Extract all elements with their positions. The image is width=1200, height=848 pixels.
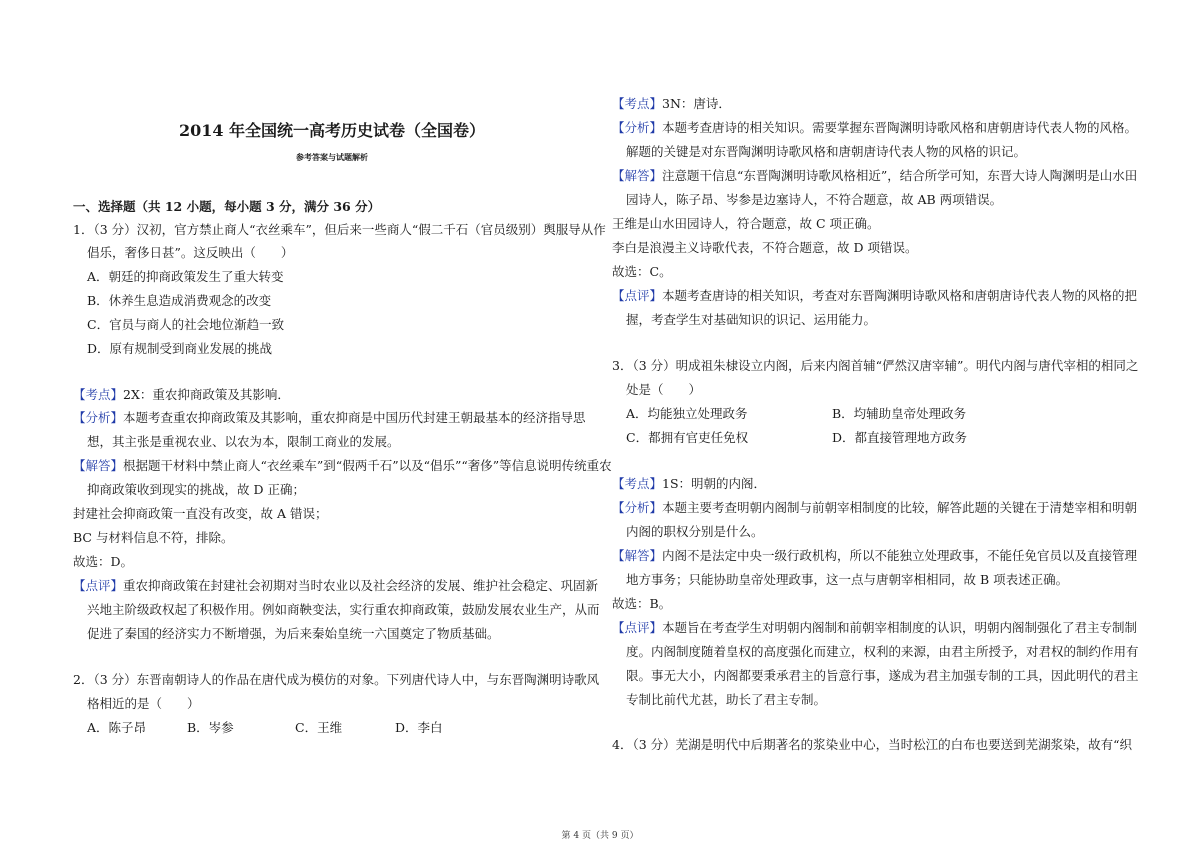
- dianping-tag: 【点评】: [612, 620, 663, 635]
- q3-answer: 故选：B。: [612, 596, 672, 611]
- q3-jieda: [612, 548, 1137, 564]
- q1-extra-line1: 封建社会抑商政策一直没有改变，故 A 错误；: [73, 506, 328, 521]
- q2-fenxi-line2: 解题的关键是对东晋陶渊明诗歌风格和唐朝唐诗代表人物的风格的识记。: [626, 144, 1027, 159]
- kaodian-tag: 【考点】: [612, 476, 663, 491]
- q1-option-a: A．朝廷的抑商政策发生了重大转变: [87, 269, 284, 284]
- q1-option-b: B．休养生息造成消费观念的改变: [87, 293, 272, 308]
- q3-fenxi-line2: 内阁的职权分别是什么。: [626, 524, 764, 539]
- jieda-tag: 【解答】: [612, 548, 663, 563]
- q2-jieda-line2: 园诗人，陈子昂、岑参是边塞诗人，不符合题意，故 AB 两项错误。: [626, 192, 1003, 207]
- q3-option-d: D．都直接管理地方政务: [832, 430, 968, 445]
- q3-stem-line2: 处是（ ）: [626, 382, 702, 397]
- q1-stem-line2: 倡乐，奢侈日甚”。这反映出（ ）: [87, 245, 294, 260]
- q2-option-c: C．王维: [295, 720, 343, 735]
- page-title: 2014 年全国统一高考历史试卷（全国卷）: [178, 121, 486, 140]
- q2-extra-line2: 李白是浪漫主义诗歌代表，不符合题意，故 D 项错误。: [612, 240, 918, 255]
- q3-dianping-line4: 专制比前代尤甚，助长了君主专制。: [626, 692, 827, 707]
- q3-dianping: [612, 620, 1137, 636]
- q2-option-a: A．陈子昂: [87, 720, 147, 735]
- fenxi-tag: 【分析】: [612, 500, 663, 515]
- q3-option-a: A．均能独立处理政务: [626, 406, 748, 421]
- fenxi-tag: 【分析】: [73, 410, 124, 425]
- q2-option-b: B．岑参: [187, 720, 234, 735]
- q3-dianping-line3: 限。事无大小，内阁都要秉承君主的旨意行事，遂成为君主加强专制的工具，因此明代的君主: [626, 668, 1139, 683]
- q1-jieda-line2: 抑商政策收到现实的挑战，故 D 正确；: [87, 482, 305, 497]
- q1-dianping-line1: 重农抑商政策在封建社会初期对当时农业以及社会经济的发展、维护社会稳定、巩固新: [123, 578, 599, 593]
- q1-jieda: [73, 458, 612, 474]
- fenxi-tag: 【分析】: [612, 120, 663, 135]
- q3-fenxi: [612, 500, 1137, 516]
- q2-jieda-line1: 注意题干信息“东晋陶渊明诗歌风格相近”，结合所学可知，东晋大诗人陶渊明是山水田: [662, 168, 1138, 183]
- q1-extra-line2: BC 与材料信息不符，排除。: [73, 530, 234, 545]
- q1-fenxi-line1: 本题考查重农抑商政策及其影响，重农抑商是中国历代封建王朝最基本的经济指导思: [123, 410, 586, 425]
- q3-stem-line1: 3．（3 分）明成祖朱棣设立内阁，后来内阁首辅“俨然汉唐宰辅”。明代内阁与唐代宰相的相同之: [612, 358, 1139, 373]
- q3-kaodian-text: 1S：明朝的内阁．: [662, 476, 767, 491]
- q4-stem-line1: 4．（3 分）芜湖是明代中后期著名的浆染业中心，当时松江的白布也要送到芜湖浆染，故有“织: [612, 737, 1133, 752]
- q2-extra-line1: 王维是山水田园诗人，符合题意，故 C 项正确。: [612, 216, 880, 231]
- jieda-tag: 【解答】: [73, 458, 124, 473]
- q2-dianping-line1: 本题考查唐诗的相关知识，考查对东晋陶渊明诗歌风格和唐朝唐诗代表人物的风格的把: [662, 288, 1138, 303]
- q1-dianping-line3: 促进了秦国的经济实力不断增强，为后来秦始皇统一六国奠定了物质基础。: [87, 626, 500, 641]
- dianping-tag: 【点评】: [612, 288, 663, 303]
- page-footer: 第 4 页（共 9 页）: [561, 831, 639, 841]
- q2-dianping-line2: 握，考查学生对基础知识的识记、运用能力。: [626, 312, 877, 327]
- q1-answer: 故选：D。: [73, 554, 134, 569]
- q2-dianping: [612, 288, 1137, 304]
- q1-dianping-line2: 兴地主阶级政权起了积极作用。例如商鞅变法，实行重农抑商政策，鼓励发展农业生产，从而: [87, 602, 600, 617]
- q2-fenxi: [612, 120, 1137, 136]
- q3-kaodian: [612, 476, 766, 492]
- q3-fenxi-line1: 本题主要考查明朝内阁制与前朝宰相制度的比较，解答此题的关键在于清楚宰相和明朝: [662, 500, 1138, 515]
- dianping-tag: 【点评】: [73, 578, 124, 593]
- q2-kaodian: [612, 96, 731, 112]
- q2-answer: 故选：C。: [612, 264, 672, 279]
- q3-jieda-line2: 地方事务；只能协助皇帝处理政事，这一点与唐朝宰相相同，故 B 项表述正确。: [626, 572, 1069, 587]
- q2-jieda: [612, 168, 1137, 184]
- q1-kaodian-text: 2X：重农抑商政策及其影响．: [123, 387, 290, 402]
- q3-dianping-line1: 本题旨在考查学生对明朝内阁制和前朝宰相制度的认识，明朝内阁制强化了君主专制制: [662, 620, 1138, 635]
- kaodian-tag: 【考点】: [73, 387, 124, 402]
- q2-option-d: D．李白: [395, 720, 443, 735]
- kaodian-tag: 【考点】: [612, 96, 663, 111]
- q3-option-b: B．均辅助皇帝处理政务: [832, 406, 967, 421]
- q1-option-c: C．官员与商人的社会地位渐趋一致: [87, 317, 285, 332]
- q1-jieda-line1: 根据题干材料中禁止商人“衣丝乘车”到“假两千石”以及“倡乐”“奢侈”等信息说明传统重农: [123, 458, 612, 473]
- q1-option-d: D．原有规制受到商业发展的挑战: [87, 341, 273, 356]
- section-heading: 一、选择题（共 12 小题，每小题 3 分，满分 36 分）: [73, 199, 381, 214]
- q1-fenxi-line2: 想，其主张是重视农业、以农为本，限制工商业的发展。: [87, 434, 400, 449]
- q2-stem-line2: 格相近的是（ ）: [87, 696, 200, 711]
- q1-fenxi: [73, 410, 586, 426]
- q2-stem-line1: 2．（3 分）东晋南朝诗人的作品在唐代成为模仿的对象。下列唐代诗人中，与东晋陶渊明诗歌风: [73, 672, 600, 687]
- q3-option-c: C．都拥有官吏任免权: [626, 430, 749, 445]
- q2-fenxi-line1: 本题考查唐诗的相关知识。需要掌握东晋陶渊明诗歌风格和唐朝唐诗代表人物的风格。: [662, 120, 1138, 135]
- q3-dianping-line2: 度。内阁制度随着皇权的高度强化而建立，权利的来源，由君主所授予，对君权的制约作用有: [626, 644, 1139, 659]
- jieda-tag: 【解答】: [612, 168, 663, 183]
- q1-dianping: [73, 578, 598, 594]
- q3-jieda-line1: 内阁不是法定中央一级行政机构，所以不能独立处理政事，不能任免官员以及直接管理: [662, 548, 1138, 563]
- q1-stem-line1: 1．（3 分）汉初，官方禁止商人“衣丝乘车”，但后来一些商人“假二千石（官员级别）舆服导从作: [73, 222, 606, 237]
- q1-kaodian: [73, 387, 290, 403]
- page-subtitle: 参考答案与试题解析: [296, 152, 368, 162]
- q2-kaodian-text: 3N：唐诗．: [662, 96, 731, 111]
